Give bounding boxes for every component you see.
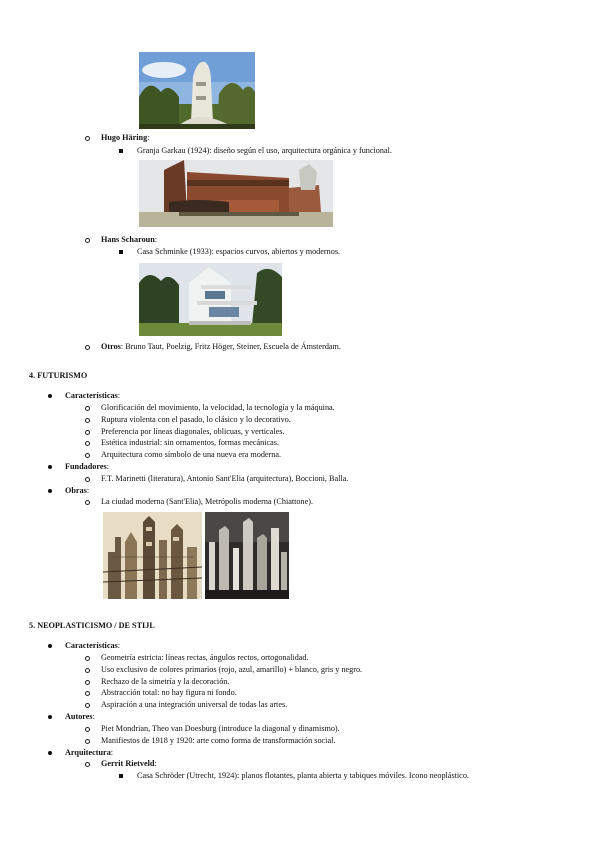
obras-line: Obras: — [65, 486, 90, 495]
autores-line: Autores: — [65, 712, 95, 721]
fundadores-label: Fundadores — [65, 462, 107, 471]
futurismo-caracteristica-item: Arquitectura como símbolo de una nueva era moderna. — [101, 450, 282, 459]
otros-line — [101, 341, 341, 353]
obras-label: Obras — [65, 486, 87, 495]
arquitectura-label: Arquitectura — [65, 748, 111, 757]
autores-item: Manifiestos de 1918 y 1920: arte como forma de transformación social. — [101, 736, 336, 745]
futurismo-caracteristica-item: Preferencia por líneas diagonales, oblicuas, y verticales. — [101, 427, 285, 436]
bullet-square — [119, 774, 123, 778]
bullet-disc — [48, 394, 52, 398]
neoplasticismo-heading: 5. NEOPLASTICISMO / DE STIJL — [29, 621, 155, 630]
bullet-square — [119, 149, 123, 153]
bullet-circle — [85, 668, 90, 673]
schminke-house-photo — [139, 263, 282, 336]
bullet-circle — [85, 656, 90, 661]
bullet-circle — [85, 406, 90, 411]
scharoun-line: Hans Scharoun: — [101, 235, 158, 244]
obras-text: La ciudad moderna (Sant'Elia), Metrópolis moderna (Chiattone). — [101, 497, 314, 506]
scharoun-name: Hans Scharoun — [101, 235, 155, 244]
bullet-circle — [85, 418, 90, 423]
futurismo-caracteristica-item: Ruptura violenta con el pasado, lo clásico y lo decorativo. — [101, 415, 291, 424]
bullet-circle — [85, 691, 90, 696]
autores-item: Piet Mondrian, Theo van Doesburg (introduce la diagonal y dinamismo). — [101, 724, 340, 733]
bullet-circle — [85, 500, 90, 505]
bullet-circle — [85, 136, 90, 141]
rietveld-name: Gerrit Rietveld — [101, 759, 155, 768]
bullet-disc — [48, 751, 52, 755]
bullet-circle — [85, 453, 90, 458]
bullet-circle — [85, 727, 90, 732]
otros-label: Otros — [101, 342, 121, 351]
neo-caracteristica-item: Uso exclusivo de colores primarios (rojo, azul, amarillo) + blanco, gris y negro. — [101, 665, 363, 674]
bullet-circle — [85, 739, 90, 744]
bullet-circle — [85, 345, 90, 350]
bullet-square — [119, 250, 123, 254]
fundadores-text: F.T. Marinetti (literatura), Antonio Sant'Elia (arquitectura), Boccioni, Balla. — [101, 474, 349, 483]
bullet-disc — [48, 465, 52, 469]
futurismo-heading: 4. FUTURISMO — [29, 371, 88, 380]
neo-caracteristicas-label: Características — [65, 641, 118, 650]
fundadores-line: Fundadores: — [65, 462, 109, 471]
bullet-disc — [48, 644, 52, 648]
futurismo-caracteristica-item: Estética industrial: sin ornamentos, formas mecánicas. — [101, 438, 280, 447]
metropolis-moderna-drawing — [205, 512, 289, 599]
futurismo-caracteristicas-label: Características — [65, 391, 118, 400]
futurismo-caracteristica-item: Glorificación del movimiento, la velocidad, la tecnología y la máquina. — [101, 403, 335, 412]
garkau-farm-photo — [139, 160, 333, 227]
einstein-tower-photo — [139, 52, 255, 129]
neo-caracteristica-item: Rechazo de la simetría y la decoración. — [101, 677, 230, 686]
neo-caracteristica-item: Aspiración a una integración universal de todas las artes. — [101, 700, 288, 709]
autores-label: Autores — [65, 712, 93, 721]
bullet-circle — [85, 762, 90, 767]
neo-caracteristica-item: Abstracción total: no hay figura ni fondo. — [101, 688, 237, 697]
arquitectura-line: Arquitectura: — [65, 748, 114, 757]
bullet-circle — [85, 680, 90, 685]
bullet-circle — [85, 238, 90, 243]
bullet-circle — [85, 477, 90, 482]
haring-work: Granja Garkau (1924): diseño según el uso, arquitectura orgánica y funcional. — [137, 146, 392, 155]
haring-name: Hugo Häring — [101, 133, 148, 142]
bullet-circle — [85, 703, 90, 708]
bullet-disc — [48, 489, 52, 493]
haring-line: Hugo Häring: — [101, 133, 150, 142]
scharoun-work: Casa Schminke (1933): espacios curvos, abiertos y modernos. — [137, 247, 341, 256]
neo-caracteristicas-line: Características: — [65, 641, 121, 650]
bullet-circle — [85, 441, 90, 446]
neo-caracteristica-item: Geometría estricta: líneas rectas, ángulos rectos, ortogonalidad. — [101, 653, 309, 662]
rietveld-work: Casa Schröder (Utrecht, 1924): planos flotantes, planta abierta y tabiques móviles. Icono neoplástico. — [137, 771, 469, 780]
bullet-disc — [48, 715, 52, 719]
bullet-circle — [85, 430, 90, 435]
futurismo-caracteristicas-line: Características: — [65, 391, 121, 400]
rietveld-line: Gerrit Rietveld: — [101, 759, 157, 768]
otros-text: : Bruno Taut, Poelzig, Fritz Höger, Steiner, Escuela de Ámsterdam. — [120, 342, 341, 351]
citta-nuova-drawing — [103, 512, 202, 599]
